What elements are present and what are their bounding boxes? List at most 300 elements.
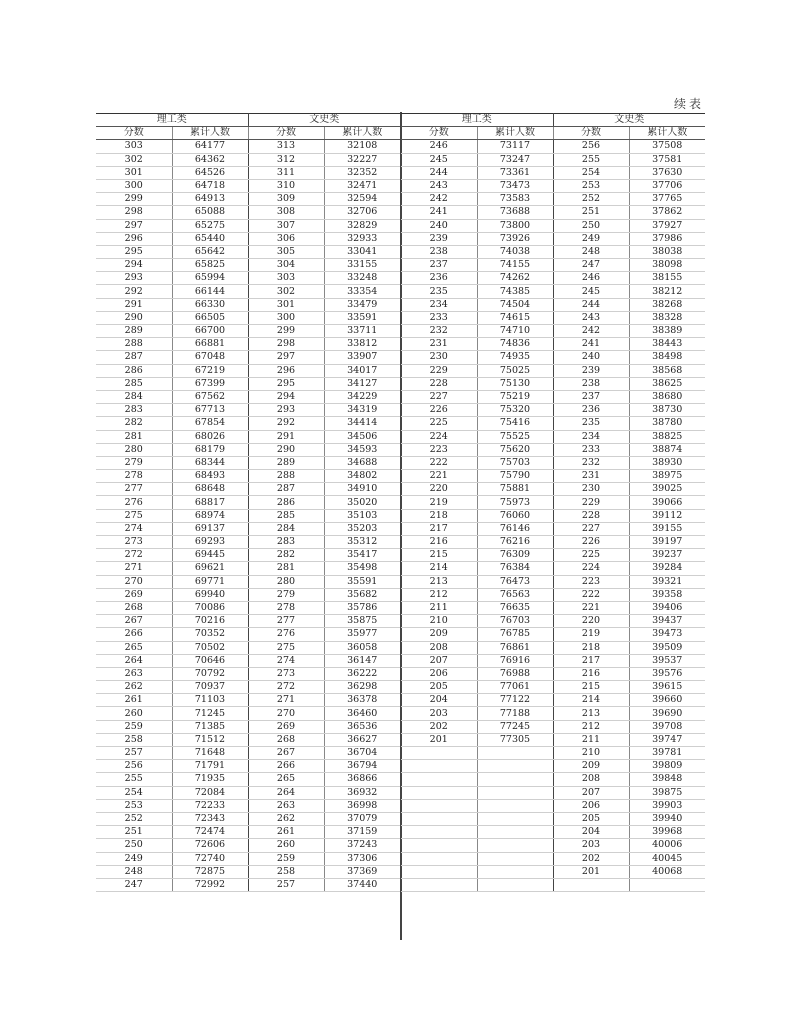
lib-cumulative-cell: 38568	[629, 364, 705, 377]
lib-cumulative-cell: 34414	[324, 417, 400, 430]
sci-cumulative-cell: 75973	[477, 496, 553, 509]
lib-score-cell: 224	[553, 562, 629, 575]
sci-score-cell: 285	[96, 377, 172, 390]
lib-score-cell: 279	[248, 588, 324, 601]
lib-cumulative-cell: 38975	[629, 470, 705, 483]
lib-score-cell: 255	[553, 153, 629, 166]
table-row	[401, 799, 705, 812]
table-row	[401, 786, 705, 799]
sci-score-cell: 272	[96, 549, 172, 562]
lib-cumulative-cell: 34017	[324, 364, 400, 377]
sci-cumulative-cell: 76563	[477, 588, 553, 601]
table-row	[401, 193, 705, 206]
lib-score-cell: 262	[248, 812, 324, 825]
lib-cumulative-cell: 38155	[629, 272, 705, 285]
table-row	[401, 390, 705, 403]
sci-cumulative-cell: 73117	[477, 140, 553, 153]
table-row	[401, 298, 705, 311]
sci-cumulative-cell: 67562	[172, 390, 248, 403]
lib-score-cell: 245	[553, 285, 629, 298]
table-row	[96, 628, 400, 641]
lib-score-cell: 253	[553, 179, 629, 192]
lib-cumulative-cell: 33591	[324, 311, 400, 324]
sci-cumulative-cell: 64913	[172, 193, 248, 206]
sci-cumulative-cell	[477, 812, 553, 825]
lib-cumulative-cell: 34229	[324, 390, 400, 403]
sci-score-cell: 206	[401, 667, 477, 680]
table-row	[401, 417, 705, 430]
lib-cumulative-cell: 37986	[629, 232, 705, 245]
lib-cumulative-cell: 35591	[324, 575, 400, 588]
lib-score-cell: 257	[248, 878, 324, 891]
lib-score-cell: 223	[553, 575, 629, 588]
sci-score-cell: 250	[96, 839, 172, 852]
sci-score-cell	[401, 812, 477, 825]
table-row	[401, 153, 705, 166]
lib-score-cell: 303	[248, 272, 324, 285]
sci-score-cell: 234	[401, 298, 477, 311]
table-row	[401, 166, 705, 179]
table-row	[401, 496, 705, 509]
sci-score-cell: 232	[401, 325, 477, 338]
sci-score-cell	[401, 826, 477, 839]
sci-cumulative-cell: 67713	[172, 404, 248, 417]
lib-score-cell: 254	[553, 166, 629, 179]
table-row	[401, 812, 705, 825]
table-row	[401, 601, 705, 614]
lib-score-cell: 217	[553, 654, 629, 667]
table-row	[401, 707, 705, 720]
sci-score-cell: 253	[96, 799, 172, 812]
table-row	[401, 878, 705, 891]
sci-score-cell: 266	[96, 628, 172, 641]
sci-score-cell: 215	[401, 549, 477, 562]
sci-score-cell: 201	[401, 733, 477, 746]
sci-score-cell: 228	[401, 377, 477, 390]
table-row	[96, 456, 400, 469]
table-row	[401, 694, 705, 707]
lib-cumulative-cell: 36222	[324, 667, 400, 680]
sci-score-cell: 286	[96, 364, 172, 377]
sci-cumulative-cell: 74155	[477, 259, 553, 272]
sci-score-cell: 212	[401, 588, 477, 601]
lib-cumulative-cell: 37927	[629, 219, 705, 232]
sci-cumulative-cell: 65275	[172, 219, 248, 232]
lib-cumulative-cell: 38212	[629, 285, 705, 298]
lib-score-cell: 202	[553, 852, 629, 865]
sci-cumulative-cell: 75703	[477, 456, 553, 469]
table-row	[401, 338, 705, 351]
lib-cumulative-cell: 36794	[324, 760, 400, 773]
lib-cumulative-cell: 39509	[629, 641, 705, 654]
lib-cumulative-cell: 37369	[324, 865, 400, 878]
lib-score-cell: 228	[553, 509, 629, 522]
table-row	[96, 707, 400, 720]
sci-cumulative-cell: 64362	[172, 153, 248, 166]
table-row	[401, 404, 705, 417]
sci-score-cell: 252	[96, 812, 172, 825]
sci-cumulative-cell: 75130	[477, 377, 553, 390]
lib-cumulative-cell: 38874	[629, 443, 705, 456]
sci-score-cell: 209	[401, 628, 477, 641]
table-row	[96, 298, 400, 311]
sci-score-cell: 223	[401, 443, 477, 456]
lib-score-cell: 284	[248, 522, 324, 535]
col-header-cumulative: 累计人数	[172, 127, 248, 140]
sci-score-cell: 210	[401, 615, 477, 628]
table-row	[96, 562, 400, 575]
table-row	[96, 799, 400, 812]
table-row	[401, 522, 705, 535]
lib-cumulative-cell: 39747	[629, 733, 705, 746]
sci-cumulative-cell: 75881	[477, 483, 553, 496]
sci-cumulative-cell: 73926	[477, 232, 553, 245]
lib-cumulative-cell: 36298	[324, 681, 400, 694]
table-row	[96, 193, 400, 206]
sci-score-cell: 202	[401, 720, 477, 733]
lib-score-cell: 207	[553, 786, 629, 799]
sci-score-cell: 265	[96, 641, 172, 654]
lib-score-cell: 306	[248, 232, 324, 245]
lib-score-cell: 269	[248, 720, 324, 733]
sci-cumulative-cell	[477, 826, 553, 839]
sci-cumulative-cell: 68817	[172, 496, 248, 509]
sci-score-cell: 261	[96, 694, 172, 707]
lib-cumulative-cell: 33041	[324, 245, 400, 258]
table-row	[96, 351, 400, 364]
col-header-cumulative: 累计人数	[629, 127, 705, 140]
sci-score-cell: 211	[401, 601, 477, 614]
table-row	[96, 536, 400, 549]
sci-score-cell: 240	[401, 219, 477, 232]
lib-score-cell: 287	[248, 483, 324, 496]
sci-score-cell: 247	[96, 878, 172, 891]
sci-cumulative-cell: 77245	[477, 720, 553, 733]
continued-label: 续表	[673, 97, 704, 111]
sci-score-cell: 302	[96, 153, 172, 166]
sci-score-cell: 264	[96, 654, 172, 667]
sci-score-cell: 230	[401, 351, 477, 364]
lib-score-cell: 244	[553, 298, 629, 311]
sci-score-cell: 226	[401, 404, 477, 417]
table-row	[401, 219, 705, 232]
table-row	[401, 615, 705, 628]
lib-score-cell: 215	[553, 681, 629, 694]
table-row	[96, 839, 400, 852]
lib-score-cell: 210	[553, 747, 629, 760]
lib-score-cell: 235	[553, 417, 629, 430]
lib-score-cell: 238	[553, 377, 629, 390]
lib-cumulative-cell: 34802	[324, 470, 400, 483]
sci-cumulative-cell: 73688	[477, 206, 553, 219]
lib-cumulative-cell: 35786	[324, 601, 400, 614]
lib-cumulative-cell: 37243	[324, 839, 400, 852]
sci-cumulative-cell: 74038	[477, 245, 553, 258]
sci-cumulative-cell: 71103	[172, 694, 248, 707]
sci-score-cell: 295	[96, 245, 172, 258]
table-row	[96, 417, 400, 430]
lib-cumulative-cell: 35203	[324, 522, 400, 535]
group-header-sci: 理工类	[96, 114, 248, 127]
sci-cumulative-cell: 65994	[172, 272, 248, 285]
sci-score-cell: 277	[96, 483, 172, 496]
table-row	[96, 206, 400, 219]
sci-cumulative-cell: 74935	[477, 351, 553, 364]
sci-cumulative-cell: 65825	[172, 259, 248, 272]
lib-cumulative-cell: 33812	[324, 338, 400, 351]
table-row	[401, 826, 705, 839]
sci-score-cell	[401, 852, 477, 865]
sci-cumulative-cell: 71385	[172, 720, 248, 733]
sci-score-cell: 236	[401, 272, 477, 285]
lib-cumulative-cell: 34506	[324, 430, 400, 443]
sci-score-cell: 259	[96, 720, 172, 733]
lib-cumulative-cell: 32471	[324, 179, 400, 192]
lib-cumulative-cell: 39968	[629, 826, 705, 839]
lib-score-cell: 209	[553, 760, 629, 773]
lib-score-cell: 281	[248, 562, 324, 575]
lib-cumulative-cell: 39940	[629, 812, 705, 825]
lib-cumulative-cell: 37159	[324, 826, 400, 839]
sci-score-cell: 246	[401, 140, 477, 153]
table-row	[401, 681, 705, 694]
lib-cumulative-cell: 36866	[324, 773, 400, 786]
sci-score-cell: 239	[401, 232, 477, 245]
lib-cumulative-cell: 40006	[629, 839, 705, 852]
lib-score-cell: 249	[553, 232, 629, 245]
sci-score-cell	[401, 839, 477, 852]
group-header-lib: 文史类	[248, 114, 400, 127]
lib-cumulative-cell: 36627	[324, 733, 400, 746]
lib-cumulative-cell: 38389	[629, 325, 705, 338]
sci-cumulative-cell: 69771	[172, 575, 248, 588]
sci-score-cell	[401, 773, 477, 786]
sci-score-cell: 242	[401, 193, 477, 206]
table-row	[401, 443, 705, 456]
table-row	[96, 470, 400, 483]
lib-score-cell: 305	[248, 245, 324, 258]
sci-score-cell: 268	[96, 601, 172, 614]
lib-cumulative-cell: 32829	[324, 219, 400, 232]
sci-score-cell: 225	[401, 417, 477, 430]
table-row	[96, 694, 400, 707]
sci-cumulative-cell: 69621	[172, 562, 248, 575]
table-row	[96, 325, 400, 338]
sci-cumulative-cell: 72606	[172, 839, 248, 852]
lib-score-cell: 205	[553, 812, 629, 825]
sci-cumulative-cell: 76988	[477, 667, 553, 680]
sci-cumulative-cell: 71791	[172, 760, 248, 773]
sci-cumulative-cell: 74615	[477, 311, 553, 324]
table-row	[401, 773, 705, 786]
lib-score-cell: 291	[248, 430, 324, 443]
sci-cumulative-cell: 75025	[477, 364, 553, 377]
sci-score-cell: 263	[96, 667, 172, 680]
lib-score-cell: 313	[248, 140, 324, 153]
sci-score-cell: 291	[96, 298, 172, 311]
lib-score-cell: 277	[248, 615, 324, 628]
lib-cumulative-cell: 35498	[324, 562, 400, 575]
sci-cumulative-cell: 66881	[172, 338, 248, 351]
sci-score-cell: 233	[401, 311, 477, 324]
sci-score-cell	[401, 786, 477, 799]
lib-cumulative-cell: 39848	[629, 773, 705, 786]
sci-cumulative-cell: 76861	[477, 641, 553, 654]
sci-cumulative-cell: 68493	[172, 470, 248, 483]
table-row	[96, 179, 400, 192]
sci-score-cell: 297	[96, 219, 172, 232]
sci-cumulative-cell: 75416	[477, 417, 553, 430]
sci-cumulative-cell: 66505	[172, 311, 248, 324]
table-row	[401, 351, 705, 364]
lib-score-cell: 290	[248, 443, 324, 456]
sci-score-cell: 222	[401, 456, 477, 469]
lib-cumulative-cell: 35020	[324, 496, 400, 509]
lib-score-cell: 201	[553, 865, 629, 878]
sci-score-cell: 207	[401, 654, 477, 667]
lib-score-cell: 203	[553, 839, 629, 852]
lib-score-cell: 285	[248, 509, 324, 522]
sci-score-cell: 245	[401, 153, 477, 166]
table-row	[401, 311, 705, 324]
sci-cumulative-cell: 76060	[477, 509, 553, 522]
lib-score-cell: 278	[248, 601, 324, 614]
lib-cumulative-cell: 36460	[324, 707, 400, 720]
lib-cumulative-cell: 32108	[324, 140, 400, 153]
lib-score-cell: 280	[248, 575, 324, 588]
lib-cumulative-cell: 37581	[629, 153, 705, 166]
sci-cumulative-cell: 72875	[172, 865, 248, 878]
sci-score-cell	[401, 865, 477, 878]
lib-score-cell: 229	[553, 496, 629, 509]
table-row	[401, 430, 705, 443]
lib-score-cell: 266	[248, 760, 324, 773]
lib-cumulative-cell: 39025	[629, 483, 705, 496]
table-row	[96, 681, 400, 694]
lib-cumulative-cell: 38498	[629, 351, 705, 364]
sci-cumulative-cell: 72740	[172, 852, 248, 865]
group-header-row	[401, 114, 705, 127]
table-row	[96, 641, 400, 654]
table-row	[96, 760, 400, 773]
lib-cumulative-cell: 39284	[629, 562, 705, 575]
score-table-right	[401, 113, 705, 892]
lib-cumulative-cell: 37765	[629, 193, 705, 206]
sci-score-cell: 262	[96, 681, 172, 694]
lib-score-cell: 219	[553, 628, 629, 641]
sci-cumulative-cell: 69137	[172, 522, 248, 535]
table-row	[96, 773, 400, 786]
table-row	[96, 219, 400, 232]
sci-score-cell: 294	[96, 259, 172, 272]
lib-cumulative-cell: 39875	[629, 786, 705, 799]
sci-score-cell: 229	[401, 364, 477, 377]
table-row	[96, 153, 400, 166]
lib-cumulative-cell: 39690	[629, 707, 705, 720]
sci-score-cell: 213	[401, 575, 477, 588]
sci-score-cell: 217	[401, 522, 477, 535]
table-row	[401, 641, 705, 654]
sci-cumulative-cell: 76703	[477, 615, 553, 628]
lib-score-cell: 299	[248, 325, 324, 338]
sci-cumulative-cell: 69445	[172, 549, 248, 562]
sci-cumulative-cell: 70502	[172, 641, 248, 654]
lib-cumulative-cell: 39809	[629, 760, 705, 773]
sci-score-cell: 301	[96, 166, 172, 179]
table-row	[96, 522, 400, 535]
sci-cumulative-cell: 68648	[172, 483, 248, 496]
sci-cumulative-cell: 66144	[172, 285, 248, 298]
sci-cumulative-cell: 74385	[477, 285, 553, 298]
sci-cumulative-cell: 68026	[172, 430, 248, 443]
lib-score-cell: 296	[248, 364, 324, 377]
sci-score-cell: 205	[401, 681, 477, 694]
sci-cumulative-cell: 76473	[477, 575, 553, 588]
lib-score-cell: 297	[248, 351, 324, 364]
lib-score-cell: 242	[553, 325, 629, 338]
lib-score-cell: 216	[553, 667, 629, 680]
sci-cumulative-cell: 71648	[172, 747, 248, 760]
lib-cumulative-cell: 39708	[629, 720, 705, 733]
table-row	[401, 509, 705, 522]
table-row	[401, 865, 705, 878]
lib-cumulative-cell: 39903	[629, 799, 705, 812]
lib-cumulative-cell: 38098	[629, 259, 705, 272]
lib-score-cell: 252	[553, 193, 629, 206]
table-row	[96, 483, 400, 496]
lib-score-cell: 310	[248, 179, 324, 192]
sci-score-cell: 224	[401, 430, 477, 443]
lib-score-cell: 237	[553, 390, 629, 403]
lib-score-cell: 275	[248, 641, 324, 654]
lib-score-cell: 218	[553, 641, 629, 654]
table-row	[96, 404, 400, 417]
sci-cumulative-cell: 75525	[477, 430, 553, 443]
lib-cumulative-cell: 39660	[629, 694, 705, 707]
sci-cumulative-cell: 68344	[172, 456, 248, 469]
lib-score-cell: 220	[553, 615, 629, 628]
lib-cumulative-cell: 37440	[324, 878, 400, 891]
lib-cumulative-cell: 36378	[324, 694, 400, 707]
lib-score-cell: 289	[248, 456, 324, 469]
sci-cumulative-cell: 72343	[172, 812, 248, 825]
table-row	[96, 720, 400, 733]
sci-cumulative-cell: 76216	[477, 536, 553, 549]
sci-cumulative-cell: 67048	[172, 351, 248, 364]
lib-score-cell: 307	[248, 219, 324, 232]
sci-score-cell: 244	[401, 166, 477, 179]
sci-score-cell: 255	[96, 773, 172, 786]
lib-score-cell: 204	[553, 826, 629, 839]
table-row	[401, 140, 705, 153]
lib-score-cell: 267	[248, 747, 324, 760]
table-row	[96, 747, 400, 760]
lib-cumulative-cell: 35312	[324, 536, 400, 549]
sci-score-cell: 248	[96, 865, 172, 878]
lib-score-cell: 304	[248, 259, 324, 272]
lib-score-cell: 251	[553, 206, 629, 219]
lib-cumulative-cell: 39358	[629, 588, 705, 601]
sci-score-cell: 260	[96, 707, 172, 720]
lib-score-cell: 248	[553, 245, 629, 258]
lib-cumulative-cell: 35103	[324, 509, 400, 522]
lib-score-cell: 302	[248, 285, 324, 298]
sci-cumulative-cell: 64718	[172, 179, 248, 192]
sci-score-cell: 243	[401, 179, 477, 192]
sci-cumulative-cell: 67854	[172, 417, 248, 430]
sci-cumulative-cell	[477, 747, 553, 760]
lib-score-cell: 250	[553, 219, 629, 232]
